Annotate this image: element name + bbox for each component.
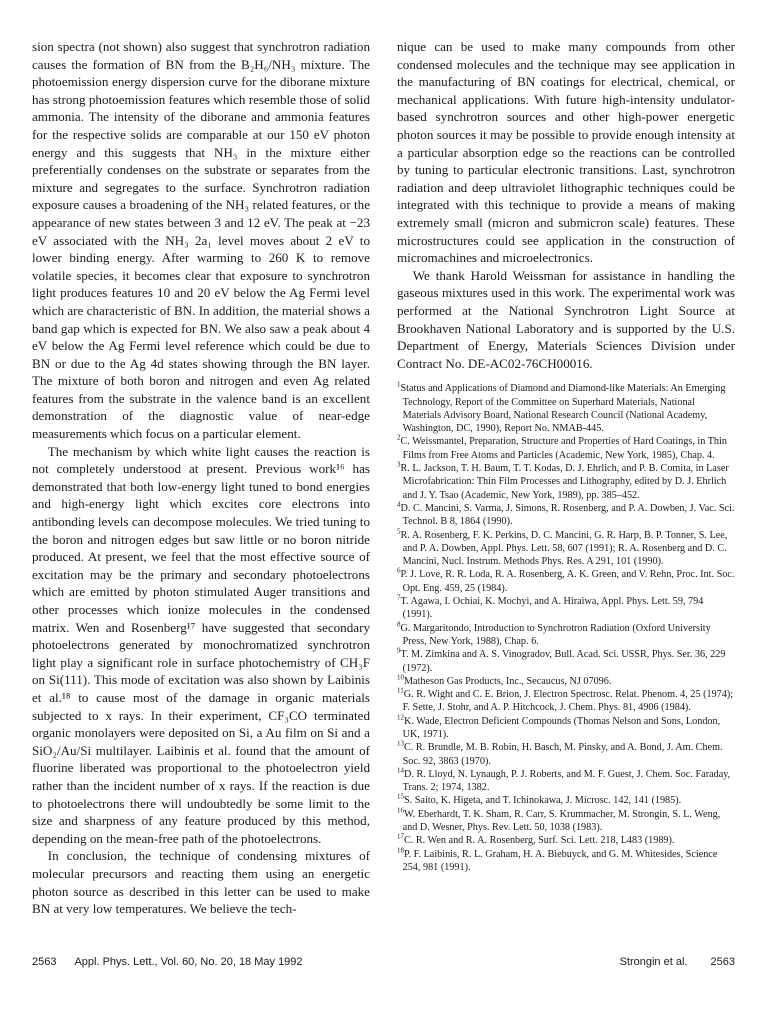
- reference-item: $^2$C. Weissmantel, Preparation, Structure and Properties of Hard Coatings, in Thin Films from Free Atoms and Particles (Academic, New York, 1985), Chap. 4.: [397, 434, 727, 461]
- reference-item: $^{11}$G. R. Wight and C. E. Brion, J. Electron Spectrosc. Relat. Phenom. 4, 25 (1974); F. Sette, J. Stohr, and A. P. Hitchcock, J. Chem. Phys. 81, 4906 (1984).: [397, 686, 734, 714]
- reference-item: $^8$G. Margaritondo, Introduction to Synchrotron Radiation (Oxford University Press, New York, 1988), Chap. 6.: [397, 620, 711, 647]
- body-paragraph-2: The mechanism by which white light causes the reaction is not completely understood at present. Previous work¹⁶ has demonstrated that both low-energy light tuned to bond energies and high-energy light which excites core electrons into antibonding levels can decompose molecules. We tried tuning to the boron and nitrogen edges but saw little or no boron nitride produced. At present, we feel that the most effective source of excitation may be the primary and secondary photoelectrons which are emitted by photon stimulated Auger transitions and other processes which ionize molecules in the condensed matrix. Wen and Rosenberg¹⁷ have suggested that secondary photoelectrons generated by monochromatized synchrotron light play a significant role in surface photochemistry of CH₃F on Si(111). This mode of excitation was also shown by Laibinis et al.¹⁸ to cause most of the damage in organic materials subjected to x rays. In their experiment, CF₃CO terminated organic monolayers were deposited on Si, a Au film on Si and a SiO₂/Au/Si multilayer. Laibinis et al. found that the amount of fluorine liberated was proportional to the photoelectron yield rather than the incident number of x rays. If the reaction is due to photoelectrons there will undoubtedly be some limit to the size and sharpness of any feature produced by this method, depending on the mean-free path of the photoelectrons.: [32, 443, 370, 846]
- left-column: [32, 38, 370, 918]
- reference-item: $^4$D. C. Mancini, S. Varma, J. Simons, R. Rosenberg, and P. A. Dowben, J. Vac. Sci. Technol. B 8, 1864 (1990).: [397, 500, 735, 528]
- reference-item: $^9$T. M. Zimkina and A. S. Vinogradov, Bull. Acad. Sci. USSR, Phys. Ser. 36, 229 (1972).: [397, 646, 726, 674]
- reference-item: $^7$T. Agawa, I. Ochiai, K. Mochyi, and A. Hiraiwa, Appl. Phys. Lett. 59, 794 (1991).: [397, 593, 704, 621]
- reference-list: [397, 382, 735, 874]
- reference-item: $^{10}$Matheson Gas Products, Inc., Secaucus, NJ 07096.: [397, 673, 612, 687]
- body-paragraph-3: In conclusion, the technique of condensing mixtures of molecular precursors and reacting them using an energetic photon source as described in this letter can be used to make BN at very low temperatures. We believe the tech-: [32, 848, 370, 917]
- page-number-left: 2563: [32, 956, 57, 968]
- reference-item: $^3$R. L. Jackson, T. H. Baum, T. T. Kodas, D. J. Ehrlich, and P. B. Comita, in Laser Microfabrication: Thin Film Processes and Lithography, edited by D. J. Ehrlich and J. Y. Tsao (Academic, New York, 1989), pp. 385–452.: [397, 460, 729, 501]
- footer-left: [32, 956, 303, 968]
- journal-citation: Appl. Phys. Lett., Vol. 60, No. 20, 18 May 1992: [74, 956, 303, 968]
- reference-item: $^1$Status and Applications of Diamond and Diamond-like Materials: An Emerging Technology, Report of the Committee on Superhard Materials, National Materials Advisory Board, National Research Council (National Academy, Washington, DC, 1990), Report No. NMAB-445.: [397, 380, 726, 435]
- reference-item: $^{15}$S. Saito, K. Higeta, and T. Ichinokawa, J. Microsc. 142, 141 (1985).: [397, 793, 682, 807]
- acknowledgment-paragraph: We thank Harold Weissman for assistance in handling the gaseous mixtures used in this work. The experimental work was performed at the National Synchrotron Light Source at Brookhaven National Laboratory and is supported by the U.S. Department of Energy, Materials Sciences Division under Contract No. DE-AC02-76CH00016.: [397, 267, 735, 371]
- running-author: Strongin et al.: [619, 956, 688, 968]
- right-column: [397, 38, 735, 874]
- reference-item: $^{17}$C. R. Wen and R. A. Rosenberg, Surf. Sci. Lett. 218, L483 (1989).: [397, 832, 675, 847]
- body-paragraph-4: nique can be used to make many compounds from other condensed molecules and the technique may see application in the manufacturing of BN coatings for electrical, chemical, or mechanical applications. With future high-intensity undulator-based synchrotron sources and other high-power energetic photon sources it may be possible to provide enough intensity at a particular absorption edge so the reactions can be controlled by tuning to particular electronic transitions. Last, synchrotron radiation and deep ultraviolet lithographic techniques could be integrated with this technique to provide a means of making extremely small (micron and submicron scale) features. These microstructures could see application in the construction of micromachines and microelectronics.: [397, 39, 735, 266]
- reference-item: $^{14}$D. R. Lloyd, N. Lynaugh, P. J. Roberts, and M. F. Guest, J. Chem. Soc. Faraday, Trans. 2; 1974, 1382.: [397, 766, 731, 794]
- reference-item: $^6$P. J. Love, R. R. Loda, R. A. Rosenberg, A. K. Green, and V. Rehn, Proc. Int. Soc. Opt. Eng. 459, 25 (1984).: [397, 567, 735, 594]
- reference-item: $^{16}$W. Eberhardt, T. K. Sham, R. Carr, S. Krummacher, M. Strongin, S. L. Weng, and D. Wesner, Phys. Rev. Lett. 50, 1038 (1983).: [397, 806, 721, 834]
- page-number-right: 2563: [710, 956, 735, 968]
- reference-item: $^{13}$C. R. Brundle, M. B. Robin, H. Basch, M. Pinsky, and A. Bond, J. Am. Chem. Soc. 92, 3863 (1970).: [397, 739, 723, 767]
- reference-item: $^5$R. A. Rosenberg, F. K. Perkins, D. C. Mancini, G. R. Harp, B. P. Tonner, S. Lee, and P. A. Dowben, Appl. Phys. Lett. 58, 607 (1991); R. A. Rosenberg and D. C. Mancini, Nucl. Instrum. Methods Phys. Res. A 291, 101 (1990).: [397, 527, 728, 568]
- reference-item: $^{12}$K. Wade, Electron Deficient Compounds (Thomas Nelson and Sons, London, UK, 1971).: [397, 713, 721, 740]
- reference-item: $^{18}$P. F. Laibinis, R. L. Graham, H. A. Biebuyck, and G. M. Whitesides, Science 254, 981 (1991).: [397, 846, 718, 873]
- body-paragraph-1: sion spectra (not shown) also suggest that synchrotron radiation causes the formation of BN from the B₂H₆/NH₃ mixture. The photoemission energy dispersion curve for the diborane mixture has strong photoemission features which resemble those of solid ammonia. The intensity of the diborane and ammonia features for the respective solids are comparable at our 150 eV photon energy and this suggests that NH₃ in the mixture either preferentially condenses on the substrate or separates from the mixture and segregates to the surface. Synchrotron radiation exposure causes a broadening of the NH₃ related features, or the appearance of new states between 3 and 12 eV. The peak at −23 eV associated with the NH₃ 2a₁ level moves about 2 eV to lower binding energy. After warming to 260 K to remove volatile species, it becomes clear that exposure to synchrotron light produces features 10 and 20 eV below the Ag Fermi level which are characteristic of BN. In addition, the material shows a band gap which is expected for BN. We also saw a peak about 4 eV below the Ag Fermi level reference which could be due to BN or due to the Ag 4d states showing through the BN layer. The mixture of both boron and nitrogen and even Ag related features from the substrate in the valence band is an excellent demonstration of the diagnostic value of near-edge measurements which focus on a particular element.: [32, 39, 370, 442]
- footer-right: [620, 956, 735, 968]
